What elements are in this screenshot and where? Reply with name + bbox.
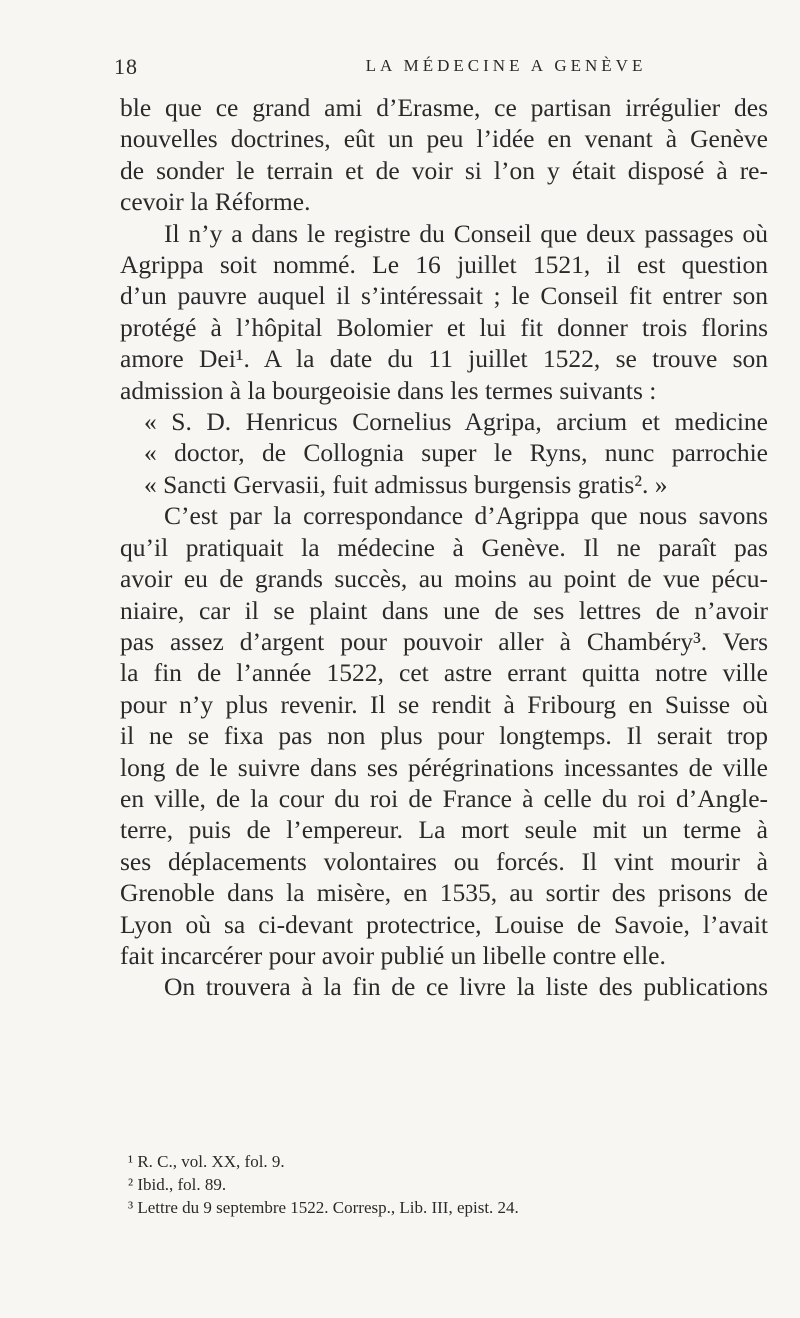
text-line: pas assez d’argent pour pouvoir aller à Chambéry³. Vers bbox=[120, 626, 768, 656]
running-title: LA MÉDECINE A GENÈVE bbox=[365, 56, 647, 75]
quote-line: « Sancti Gervasii, fuit admissus burgensis gratis². » bbox=[144, 469, 668, 499]
text-line: avoir eu de grands succès, au moins au point de vue pécu- bbox=[120, 564, 768, 594]
footnote-3: ³ Lettre du 9 septembre 1522. Corresp., Lib. III, epist. 24. bbox=[128, 1198, 519, 1217]
text-line: d’un pauvre auquel il s’intéressait ; le Conseil fit entrer son bbox=[120, 281, 768, 311]
text-line-amore-dei: amore Dei¹. A la date du 11 juillet 1522, se trouve son bbox=[120, 344, 768, 374]
text-line: cevoir la Réforme. bbox=[120, 187, 311, 217]
text-line: Grenoble dans la misère, en 1535, au sortir des prisons de bbox=[120, 878, 768, 908]
text-line: admission à la bourgeoisie dans les termes suivants : bbox=[120, 375, 657, 405]
quote-line: « S. D. Henricus Cornelius Agripa, arcium et medicine bbox=[144, 407, 768, 437]
text-line: la fin de l’année 1522, cet astre errant quitta notre ville bbox=[120, 658, 768, 688]
text-line: nouvelles doctrines, eût un peu l’idée en venant à Genève bbox=[120, 124, 768, 154]
text-line: Lyon où sa ci-devant protectrice, Louise de Savoie, l’avait bbox=[120, 909, 768, 939]
text-line: On trouvera à la fin de ce livre la liste des publications bbox=[164, 972, 768, 1002]
page-number: 18 bbox=[114, 54, 138, 79]
text-line: C’est par la correspondance d’Agrippa que nous savons bbox=[164, 501, 768, 531]
page-header bbox=[114, 54, 768, 88]
footnote-2: ² Ibid., fol. 89. bbox=[128, 1175, 227, 1194]
text-line: il ne se fixa pas non plus pour longtemps. Il serait trop bbox=[120, 721, 768, 751]
text-line: long de le suivre dans ses pérégrinations incessantes de ville bbox=[120, 752, 768, 782]
text-line: Agrippa soit nommé. Le 16 juillet 1521, il est question bbox=[120, 250, 768, 280]
text-line: en ville, de la cour du roi de France à celle du roi d’Angle- bbox=[120, 783, 768, 813]
text-line: protégé à l’hôpital Bolomier et lui fit donner trois florins bbox=[120, 312, 768, 342]
text-line: niaire, car il se plaint dans une de ses lettres de n’avoir bbox=[120, 595, 768, 625]
quote-line: « doctor, de Collognia super le Ryns, nunc parrochie bbox=[144, 438, 768, 468]
text-line: ses déplacements volontaires ou forcés. Il vint mourir à bbox=[120, 846, 768, 876]
text-line: pour n’y plus revenir. Il se rendit à Fribourg en Suisse où bbox=[120, 689, 768, 719]
text-line: Il n’y a dans le registre du Conseil que deux passages où bbox=[164, 218, 768, 248]
text-line: de sonder le terrain et de voir si l’on y était disposé à re- bbox=[120, 155, 768, 185]
text-line: fait incarcérer pour avoir publié un libelle contre elle. bbox=[120, 940, 666, 970]
footnotes bbox=[128, 1150, 768, 1219]
text-line: ble que ce grand ami d’Erasme, ce partisan irrégulier des bbox=[120, 93, 768, 122]
text-line: qu’il pratiquait la médecine à Genève. Il ne paraît pas bbox=[120, 532, 768, 562]
text-line: terre, puis de l’empereur. La mort seule mit un terme à bbox=[120, 815, 768, 845]
body-text bbox=[120, 92, 768, 1003]
footnote-1: ¹ R. C., vol. XX, fol. 9. bbox=[128, 1152, 285, 1171]
